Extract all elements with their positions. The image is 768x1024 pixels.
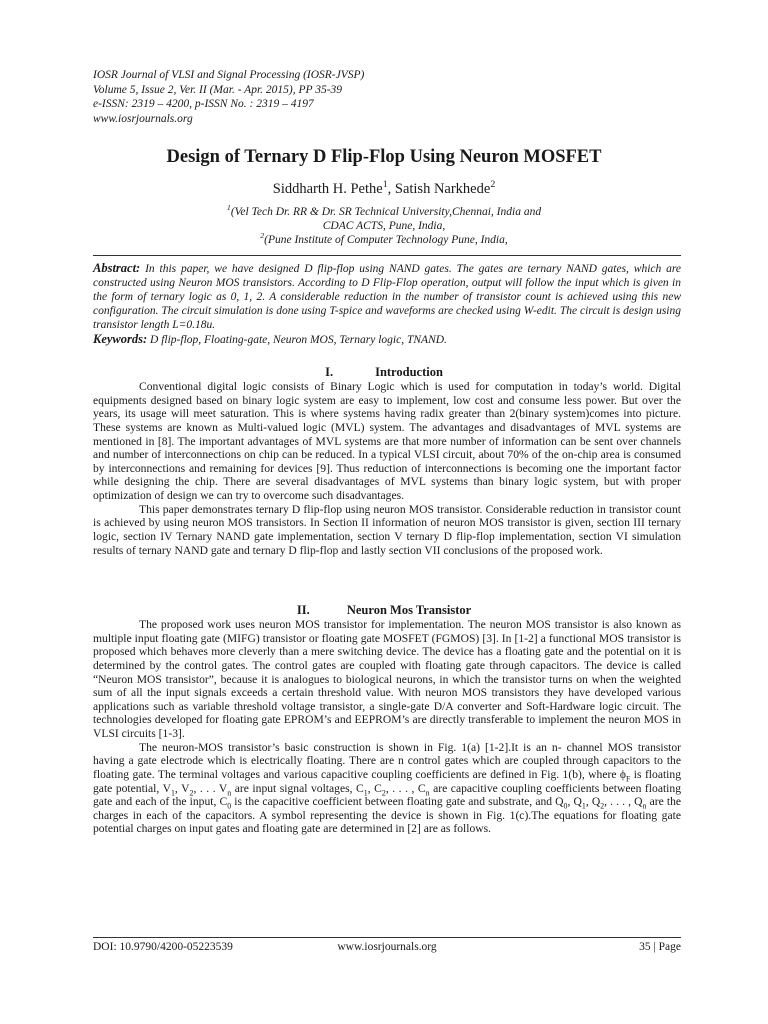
subscript: 2 xyxy=(381,787,386,797)
footer-website: www.iosrjournals.org xyxy=(337,941,437,953)
paragraph xyxy=(93,741,681,836)
paragraph: This paper demonstrates ternary D flip-flop using neuron MOS transistor. Considerable reduction in transistor count is achieved by using neuron MOS transistors. In Section II information of neuron MOS transistor is given, section III ternary logic, section IV Ternary NAND gate implementation, section V ternary D flip-flop implementation, section VI simulation results of ternary NAND gate and ternary D flip-flop and lastly section VII conclusions of the proposed work. xyxy=(93,502,681,557)
section-title: Introduction xyxy=(375,365,443,379)
affiliation-mark: 1 xyxy=(226,203,231,213)
text-run: are the charges in each of the capacitors. A symbol representing the device is shown in Fig. 1(c).The equations for floating gate potential charges on input gates and floating gate are determined in [2] are as follows. xyxy=(93,795,682,836)
section-number: II. xyxy=(296,603,310,617)
footer-divider xyxy=(93,937,681,938)
text-run: is the capacitive coefficient between floating gate and substrate, and Q xyxy=(231,795,564,809)
subscript: 2 xyxy=(600,801,605,811)
author-name: Siddharth H. Pethe xyxy=(272,181,383,197)
subscript: 0 xyxy=(227,801,232,811)
subscript: 1 xyxy=(363,787,368,797)
author-affiliation-mark: 2 xyxy=(490,179,496,191)
journal-name: IOSR Journal of VLSI and Signal Processing (IOSR-JVSP) xyxy=(93,69,365,81)
subscript: 1 xyxy=(170,787,175,797)
page-number: 35 | Page xyxy=(639,941,681,953)
text-run: , V xyxy=(174,781,190,795)
affiliations xyxy=(0,205,768,247)
journal-header xyxy=(93,68,613,126)
paragraph: Conventional digital logic consists of Binary Logic which is used for computation in today’s world. Digital equipments designed based on binary logic system are easy to implement, low cost and consume less power. But over the years, its usage will meet saturation. This is where systems having radix greater than 2(binary system)comes into picture. These systems are known as Multi-valued logic (MVL) system. The advantages and disadvantages of MVL systems are mentioned in [8]. The important advantages of MVL systems are that more number of information can be sent over channels and number of interconnections on chip can be reduced. In a typical VLSI circuit, about 70% of the on-chip area is consumed by interconnections and remaining for devices [9]. Thus reduction of interconnections is becoming one the important factor while designing the chip. There are several disadvantages of MVL systems than binary logic system, but with proper optimization of design we can try to overcome such disadvantages. xyxy=(93,380,681,502)
author-list xyxy=(0,181,768,198)
section-title: Neuron Mos Transistor xyxy=(346,603,472,617)
text-run: is floating gate potential, V xyxy=(93,767,682,795)
author-name: Satish Narkhede xyxy=(394,181,491,197)
affiliation-line xyxy=(0,205,768,219)
footer-doi: DOI: 10.9790/4200-05223539 xyxy=(93,941,233,953)
subscript: n xyxy=(227,787,232,797)
section-introduction-body xyxy=(93,380,681,557)
keywords-label: Keywords: xyxy=(93,332,148,346)
journal-issn: e-ISSN: 2319 – 4200, p-ISSN No. : 2319 – 4197 xyxy=(93,98,314,110)
subscript: n xyxy=(642,801,647,811)
subscript: 0 xyxy=(563,801,568,811)
abstract xyxy=(93,262,681,333)
abstract-text: In this paper, we have designed D flip-flop using NAND gates. The gates are ternary NAND gates, which are constructed using Neuron MOS transistors. According to D Flip-Flop operation, output will follow the input which is given in the form of ternary logic as 0, 1, 2. A considerable reduction in the number of transistor count is achieved using this new configuration. The circuit simulation is done using T-spice and waveforms are checked using W-edit. The circuit is design using transistor length L=0.18u. xyxy=(93,263,682,331)
text-run: , . . . V xyxy=(193,781,228,795)
author-separator: , xyxy=(387,181,395,197)
author-affiliation-mark: 1 xyxy=(382,179,388,191)
text-run: , Q xyxy=(585,795,601,809)
affiliation-text: (Pune Institute of Computer Technology Pune, India, xyxy=(264,234,508,246)
paragraph: The proposed work uses neuron MOS transistor for implementation. The neuron MOS transistor is also known as multiple input floating gate (MIFG) transistor or floating gate MOSFET (FGMOS) [3]. In [1-2] a functional MOS transistor is proposed which behaves more cleverly than a mere switching device. The device has a floating gate and the potential on it is determined by the control gates. The control gates are coupled with floating gate through capacitors. The device is called “Neuron MOS transistor”, because it is analogues to biological neurons, in which the transistor turns on when the weighted sum of all the input signals exceeds a certain threshold value. With neuron MOS transistors they have developed various applications such as variable threshold voltage transistor, a single-gate D/A converter and Soft-Hardware logic circuit. The technologies developed for floating gate EPROM’s and EEPROM’s are directly transferable to implement the neuron MOS in VLSI circuits [1-3]. xyxy=(93,618,681,740)
section-heading-neuron-mos xyxy=(0,603,768,618)
phi-symbol: ϕ xyxy=(619,767,627,781)
subscript: 1 xyxy=(581,801,586,811)
text-run: are input signal voltages, C xyxy=(231,781,364,795)
text-run: , . . . , C xyxy=(385,781,426,795)
section-heading-introduction xyxy=(0,365,768,380)
journal-website: www.iosrjournals.org xyxy=(93,112,193,125)
abstract-divider xyxy=(93,255,681,256)
text-run: , . . . , Q xyxy=(604,795,643,809)
subscript: 2 xyxy=(189,787,194,797)
keywords xyxy=(93,332,681,347)
journal-volume: Volume 5, Issue 2, Ver. II (Mar. - Apr. 2015), PP 35-39 xyxy=(93,83,343,96)
text-run: are capacitive coupling coefficients between floating gate and each of the input, C xyxy=(93,781,681,809)
section-number: I. xyxy=(325,365,334,379)
abstract-label: Abstract: xyxy=(93,261,141,275)
section-neuron-mos-body xyxy=(93,618,681,836)
keywords-text: D flip-flop, Floating-gate, Neuron MOS, Ternary logic, TNAND. xyxy=(150,334,447,346)
affiliation-line xyxy=(0,233,768,247)
paper-title: Design of Ternary D Flip-Flop Using Neuron MOSFET xyxy=(166,147,602,167)
text-run: The neuron-MOS transistor’s basic construction is shown in Fig. 1(a) [1-2].It is an n- channel MOS transistor having a gate electrode which is electrically floating. There are n control gates which are coupled through capacitors to the floating gate. The terminal voltages and various capacitive coupling coefficients are defined in Fig. 1(b), where xyxy=(93,740,681,781)
subscript: n xyxy=(425,787,430,797)
affiliation-line: CDAC ACTS, Pune, India, xyxy=(322,220,446,232)
affiliation-text: (Vel Tech Dr. RR & Dr. SR Technical University,Chennai, India and xyxy=(230,206,542,218)
subscript: F xyxy=(626,774,631,784)
affiliation-mark: 2 xyxy=(260,231,265,241)
text-run: , Q xyxy=(567,795,582,809)
text-run: , C xyxy=(367,781,382,795)
